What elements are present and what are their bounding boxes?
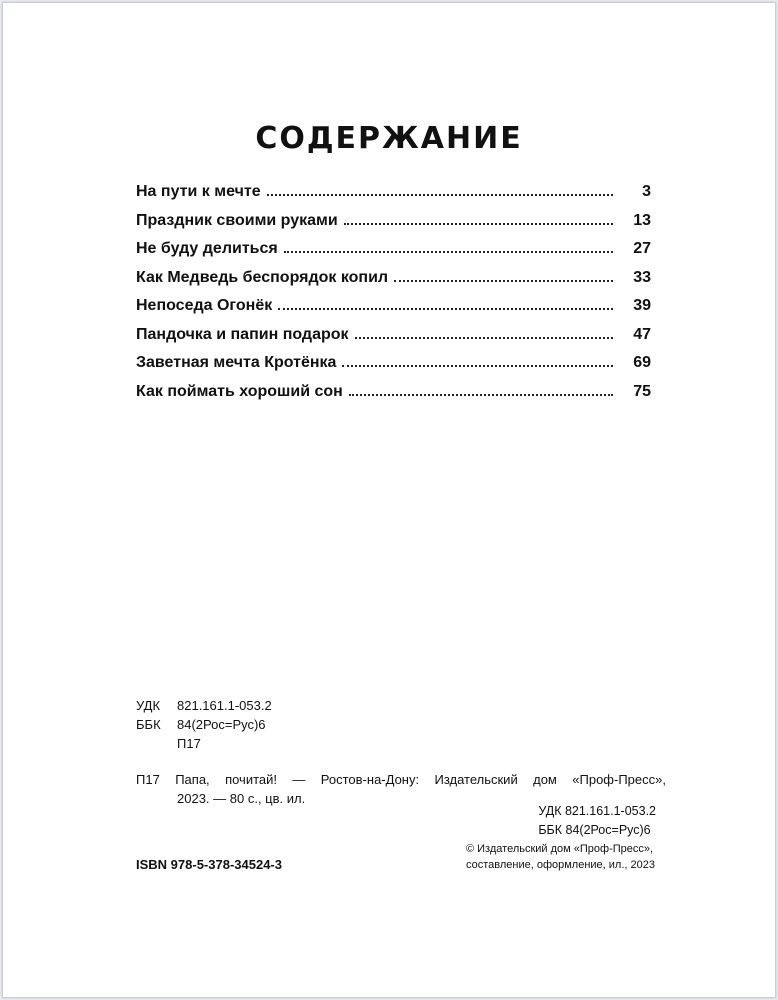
- udk-row: [136, 696, 272, 715]
- toc-entry: [136, 383, 651, 412]
- toc-entry: [136, 297, 651, 326]
- toc-entry-page: 75: [633, 382, 651, 400]
- toc-leader-dots: [342, 365, 613, 367]
- toc-leader-dots: [355, 337, 613, 339]
- toc-entry: [136, 269, 651, 298]
- toc-entry: [136, 354, 651, 383]
- biblio-word: —: [292, 772, 306, 787]
- udk-code: УДК 821.161.1-053.2: [538, 804, 656, 818]
- biblio-word: Папа,: [175, 772, 210, 787]
- toc-entry-page: 39: [633, 297, 651, 314]
- classification-codes: [538, 802, 656, 840]
- biblio-word: почитай!: [225, 772, 277, 787]
- bbk-row: [136, 715, 272, 734]
- toc-entry-page: 27: [633, 240, 651, 257]
- toc-leader-dots: [394, 280, 613, 282]
- bbk-code: ББК 84(2Рос=Рус)6: [538, 823, 651, 837]
- toc-entry: [136, 212, 651, 241]
- bbk-label: ББК: [136, 717, 161, 732]
- toc-entry-title: Не буду делиться: [136, 240, 278, 257]
- toc-entry-page: 69: [633, 354, 651, 371]
- toc-entry-title: На пути к мечте: [136, 183, 261, 200]
- classification-block: [136, 696, 272, 753]
- toc-leader-dots: [267, 194, 613, 196]
- table-of-contents: [136, 183, 651, 411]
- bbk-value: 84(2Рос=Рус)6: [177, 717, 266, 732]
- biblio-word: «Проф-Пресс»,: [572, 772, 666, 787]
- isbn: ISBN 978-5-378-34524-3: [136, 857, 282, 872]
- toc-entry: [136, 183, 651, 212]
- toc-entry-title: Пандочка и папин подарок: [136, 325, 349, 343]
- biblio-line-2: 2023. — 80 с., цв. ил.: [177, 791, 306, 806]
- biblio-word: дом: [533, 772, 557, 787]
- toc-leader-dots: [349, 394, 613, 396]
- udk-label: УДК: [136, 698, 161, 713]
- copyright-line-1: © Издательский дом «Проф-Пресс»,: [465, 843, 654, 855]
- toc-leader-dots: [284, 251, 613, 253]
- page-title: СОДЕРЖАНИЕ: [255, 121, 523, 156]
- toc-leader-dots: [344, 223, 613, 225]
- toc-entry-title: Как Медведь беспорядок копил: [136, 268, 389, 286]
- biblio-line-1: [136, 770, 666, 789]
- toc-entry: [136, 240, 651, 269]
- copyright-line-2: составление, оформление, ил., 2023: [465, 859, 655, 871]
- toc-entry-page: 3: [642, 183, 651, 200]
- toc-entry-page: 33: [633, 268, 651, 286]
- toc-entry-title: Заветная мечта Кротёнка: [136, 354, 337, 371]
- toc-entry-page: 13: [633, 211, 651, 229]
- toc-entry-title: Как поймать хороший сон: [136, 382, 343, 400]
- biblio-word: Издательский: [434, 772, 518, 787]
- author-mark-row: [136, 734, 272, 753]
- biblio-mark: П17: [136, 772, 160, 787]
- biblio-word: Ростов-на-Дону:: [320, 772, 420, 787]
- toc-entry-title: Праздник своими руками: [136, 211, 338, 229]
- author-mark: П17: [177, 736, 201, 751]
- book-page: [2, 2, 776, 998]
- udk-value: 821.161.1-053.2: [177, 698, 272, 713]
- toc-entry-page: 47: [633, 325, 651, 343]
- toc-leader-dots: [278, 308, 613, 310]
- toc-entry: [136, 326, 651, 355]
- toc-entry-title: Непоседа Огонёк: [136, 297, 273, 314]
- copyright-notice: [466, 841, 655, 873]
